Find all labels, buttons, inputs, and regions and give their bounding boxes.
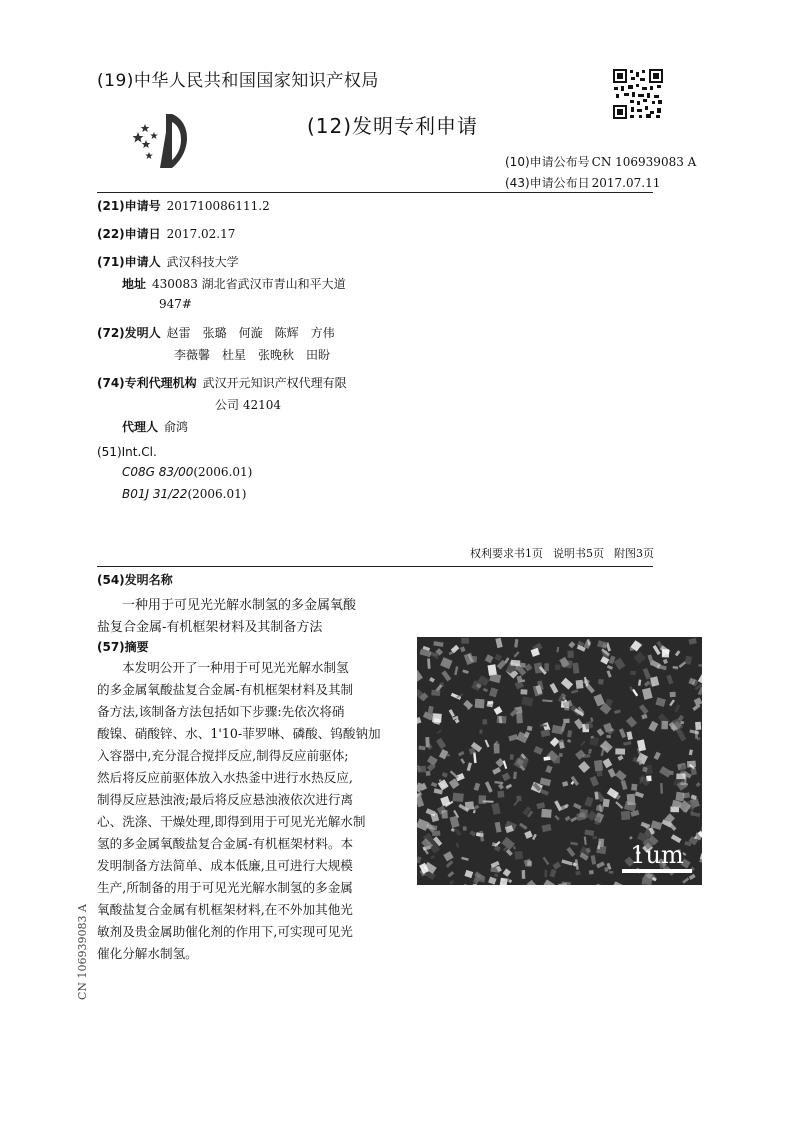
publication-number-row [505, 153, 696, 170]
ipc-version: (2006.01) [187, 487, 247, 501]
abstract-body [97, 657, 403, 965]
office-name: (19)中华人民共和国国家知识产权局 [97, 71, 379, 91]
ipc-code: C08G 83/00 [122, 465, 194, 479]
application-number-label: (21)申请号 [97, 199, 161, 213]
ipc-entry [122, 465, 252, 479]
abstract-line: 酸镍、硝酸锌、水、1'10-菲罗啉、磷酸、钨酸钠加 [97, 726, 381, 741]
address-line-2: 947# [159, 297, 192, 311]
inventor-row [97, 324, 335, 341]
applicant-name: 武汉科技大学 [166, 255, 239, 269]
applicant-row [97, 253, 239, 270]
scale-bar [622, 843, 692, 873]
abstract-line: 心、洗涤、干燥处理,即得到用于可见光光解水制 [97, 814, 366, 829]
claims-pages: 权利要求书1页 [470, 547, 543, 560]
publication-date-row [505, 174, 660, 191]
address-label: 地址 [122, 277, 147, 291]
abstract-line: 生产,所制备的用于可见光光解水制氢的多金属 [97, 880, 353, 895]
address-row [122, 275, 346, 292]
invention-title-line-1: 一种用于可见光光解水制氢的多金属氧酸 [122, 598, 357, 613]
inventors-line-1: 赵雷 张璐 何漩 陈辉 方伟 [166, 326, 335, 340]
qr-code [612, 68, 664, 120]
agency-row [97, 374, 347, 391]
header-divider [97, 192, 653, 193]
agency-line-2: 公司 42104 [215, 398, 281, 412]
abstract-line: 备方法,该制备方法包括如下步骤:先依次将硝 [97, 704, 345, 719]
applicant-label: (71)申请人 [97, 255, 161, 269]
description-pages: 说明书5页 [553, 547, 604, 560]
abstract-label: (57)摘要 [97, 640, 149, 654]
scale-bar-line [622, 869, 692, 873]
application-date-label: (22)申请日 [97, 227, 161, 241]
publication-date: 2017.07.11 [591, 176, 661, 190]
page-count-info [460, 545, 654, 561]
abstract-line: 制得反应悬浊液;最后将反应悬浊液依次进行离 [97, 792, 354, 807]
title-label: (54)发明名称 [97, 573, 173, 587]
invention-title-line-2: 盐复合金属-有机框架材料及其制备方法 [97, 620, 323, 635]
application-date: 2017.02.17 [166, 227, 236, 241]
abstract-line: 然后将反应前驱体放入水热釜中进行水热反应, [97, 770, 353, 785]
side-publication-number: CN 106939083 A [76, 904, 89, 1000]
abstract-line: 发明制备方法简单、成本低廉,且可进行大规模 [97, 858, 353, 873]
drawings-pages: 附图3页 [614, 547, 654, 560]
application-number-row [97, 197, 270, 214]
inventors-line-2: 李薇馨 杜星 张晚秋 田盼 [174, 348, 331, 362]
ipc-entry [122, 487, 246, 501]
abstract-line: 本发明公开了一种用于可见光光解水制氢 [122, 660, 349, 675]
abstract-line: 的多金属氧酸盐复合金属-有机框架材料及其制 [97, 682, 354, 697]
scale-bar-label: 1um [630, 841, 684, 869]
publication-number: CN 106939083 A [591, 155, 697, 169]
ipc-version: (2006.01) [193, 465, 253, 479]
abstract-line: 催化分解水制氢。 [97, 946, 198, 961]
publication-number-label: (10)申请公布号 [505, 155, 590, 169]
agent-row [122, 418, 188, 435]
abstract-line: 入容器中,充分混合搅拌反应,制得反应前驱体; [97, 748, 349, 763]
sem-micrograph [417, 637, 702, 885]
application-number: 201710086111.2 [166, 199, 270, 213]
section-divider [97, 566, 653, 567]
document-type: (12)发明专利申请 [307, 114, 479, 138]
agent-label: 代理人 [122, 420, 159, 434]
intcl-label: (51)Int.Cl. [97, 445, 157, 459]
agent-name: 俞鸿 [164, 420, 189, 434]
agency-label: (74)专利代理机构 [97, 376, 197, 390]
address-line-1: 430083 湖北省武汉市青山和平大道 [152, 277, 346, 291]
publication-date-label: (43)申请公布日 [505, 176, 590, 190]
application-date-row [97, 225, 235, 242]
abstract-line: 敏剂及贵金属助催化剂的作用下,可实现可见光 [97, 924, 353, 939]
agency-line-1: 武汉开元知识产权代理有限 [202, 376, 347, 390]
abstract-line: 氧酸盐复合金属有机框架材料,在不外加其他光 [97, 902, 353, 917]
patent-office-logo [132, 112, 194, 170]
abstract-line: 氢的多金属氧酸盐复合金属-有机框架材料。本 [97, 836, 354, 851]
ipc-code: B01J 31/22 [122, 487, 188, 501]
inventor-label: (72)发明人 [97, 326, 161, 340]
